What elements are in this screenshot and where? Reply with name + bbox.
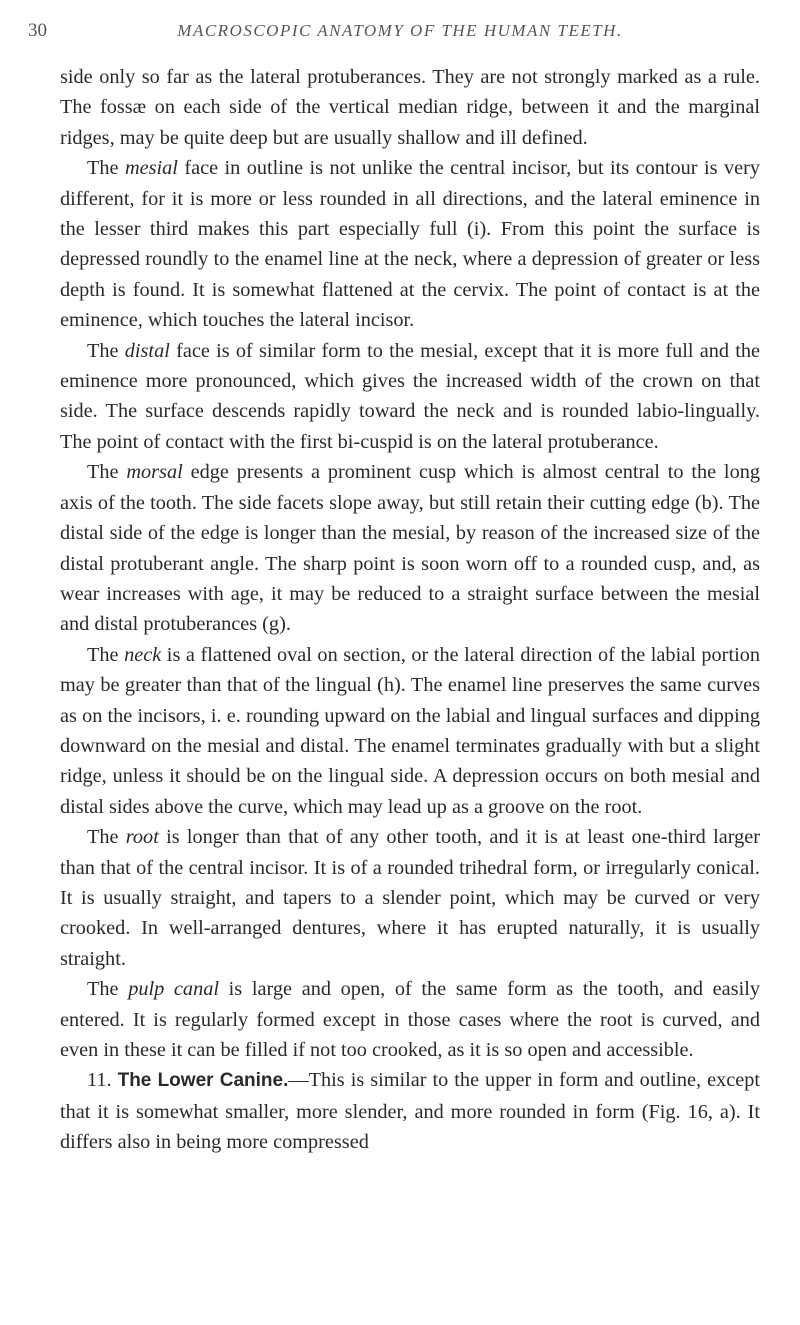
term-mesial: mesial <box>124 157 178 180</box>
term-morsal: morsal <box>126 461 183 484</box>
paragraph-pulp-canal: The pulp canal is large and open, of the same form as the tooth, and easily entered. It is regularly formed except in those cases where the root is curved, and even in these it can be filled if not too crooked, as it is so open and accessible. <box>60 978 760 1061</box>
paragraph-labial-fossae <box>60 62 760 153</box>
paragraph-distal-face: The distal face is of similar form to the mesial, except that it is more full and the eminence more pronounced, which gives the increased width of the crown on that side. The surface descends rapidly toward the neck and is rounded labio-lingually. The point of contact with the first bi-cuspid is on the lateral protuberance. <box>60 339 760 453</box>
paragraph-text: face is of similar form to the mesial, except that it is more full and the eminence more pronounced, which gives the increased width of the crown on that side. The surface descends rapidly toward the neck and is rounded labio-lingually. The point of contact with the first bi-cuspid is on the lateral protuberance. <box>60 339 760 453</box>
paragraph-text: edge presents a prominent cusp which is almost central to the long axis of the tooth. The side facets slope away, but still retain their cutting edge (b). The distal side of the edge is longer than the mesial, by reason of the increased size of the distal protuberant angle. The sharp point is soon worn off to a rounded cusp, and, as wear increases with age, it may be reduced to a straight surface between the mesial and distal protuberances (g). <box>60 461 760 636</box>
paragraph-mesial-face: The mesial face in outline is not unlike the central incisor, but its contour is very different, for it is more or less rounded in all directions, and the lateral eminence in the lesser third makes this part especially full (i). From this point the surface is depressed roundly to the enamel line at the neck, where a depression of greater or less depth is found. It is somewhat flattened at the cervix. The point of contact is at the eminence, which touches the lateral incisor. <box>60 157 760 332</box>
term-distal: distal <box>124 339 170 362</box>
paragraph-text: side only so far as the lateral protuberances. They are not strongly marked as a rule. The fossæ on each side of the vertical median ridge, between it and the marginal ridges, may be quite deep but are usually shallow and ill defined. <box>60 66 760 149</box>
paragraph-root: The root is longer than that of any other tooth, and it is at least one-third larger than that of the central incisor. It is of a rounded trihedral form, or irregularly conical. It is usually straight, and tapers to a slender point, which may be curved or very crooked. In well-arranged dentures, where it has erupted naturally, it is usually straight. <box>60 826 760 970</box>
paragraph-text: is a flattened oval on section, or the lateral direction of the labial portion may be greater than that of the lingual (h). The enamel line preserves the same curves as on the incisors, i. e. rounding upward on the labial and lingual surfaces and dipping downward on the mesial and distal. The enamel terminates gradually with but a slight ridge, unless it should be on the lingual side. A depression occurs on both mesial and distal sides above the curve, which may lead up as a groove on the root. <box>60 643 760 818</box>
paragraph-text: is large and open, of the same form as the tooth, and easily entered. It is regularly formed except in those cases where the root is curved, and even in these it can be filled if not too crooked, as it is so open and accessible. <box>60 978 760 1061</box>
body-text <box>60 62 760 1158</box>
section-heading-lower-canine: The Lower Canine. <box>117 1070 289 1092</box>
running-head <box>28 16 772 46</box>
paragraph-lower-canine: 11. The Lower Canine.—This is similar to the upper in form and outline, except that it is somewhat smaller, more slender, and more rounded in form (Fig. 16, a). It differs also in being more compressed <box>60 1069 760 1154</box>
paragraph-text: face in outline is not unlike the central incisor, but its contour is very different, for it is more or less rounded in all directions, and the lateral eminence in the lesser third makes this part especially full (i). From this point the surface is depressed roundly to the enamel line at the neck, where a depression of greater or less depth is found. It is somewhat flattened at the cervix. The point of contact is at the eminence, which touches the lateral incisor. <box>60 157 760 332</box>
term-pulp-canal: pulp canal <box>128 978 219 1001</box>
term-root: root <box>125 826 159 849</box>
paragraph-text: is longer than that of any other tooth, and it is at least one-third larger than that of the central incisor. It is of a rounded trihedral form, or irregularly conical. It is usually straight, and tapers to a slender point, which may be curved or very crooked. In well-arranged dentures, where it has erupted naturally, it is usually straight. <box>60 826 760 970</box>
page-number: 30 <box>28 20 47 41</box>
paragraph-neck: The neck is a flattened oval on section, or the lateral direction of the labial portion may be greater than that of the lingual (h). The enamel line preserves the same curves as on the incisors, i. e. rounding upward on the labial and lingual surfaces and dipping downward on the mesial and distal. The enamel terminates gradually with but a slight ridge, unless it should be on the lingual side. A depression occurs on both mesial and distal sides above the curve, which may lead up as a groove on the root. <box>60 643 760 818</box>
paragraph-morsal-edge: The morsal edge presents a prominent cusp which is almost central to the long axis of the tooth. The side facets slope away, but still retain their cutting edge (b). The distal side of the edge is longer than the mesial, by reason of the increased size of the distal protuberant angle. The sharp point is soon worn off to a rounded cusp, and, as wear increases with age, it may be reduced to a straight surface between the mesial and distal protuberances (g). <box>60 461 760 636</box>
paragraph-text: —This is similar to the upper in form and outline, except that it is somewhat smaller, more slender, and more rounded in form (Fig. 16, a). It differs also in being more compressed <box>60 1069 760 1154</box>
running-title: MACROSCOPIC ANATOMY OF THE HUMAN TEETH. <box>177 21 623 40</box>
term-neck: neck <box>124 643 162 666</box>
